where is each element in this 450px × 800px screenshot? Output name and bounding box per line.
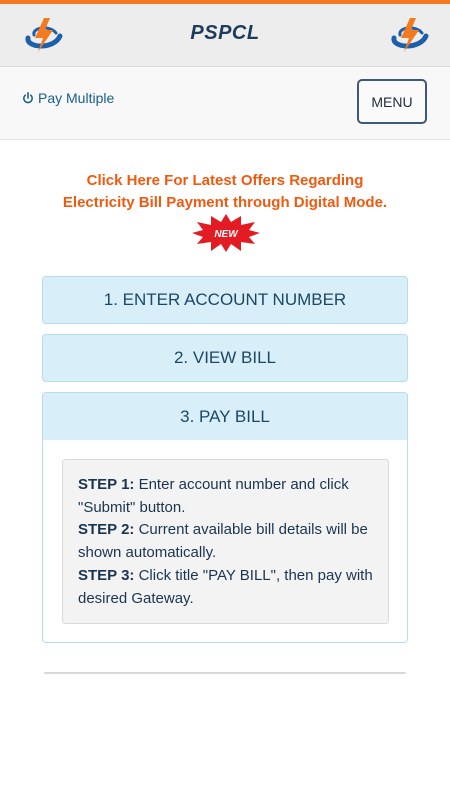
app-header <box>0 4 450 67</box>
offers-link[interactable] <box>0 170 450 214</box>
accordion-enter-account[interactable]: 1. ENTER ACCOUNT NUMBER <box>42 276 408 324</box>
new-badge-text: NEW <box>214 229 238 240</box>
brand-title: PSPCL <box>190 22 260 44</box>
step-1-label: STEP 1: <box>78 476 135 493</box>
pspcl-logo-icon <box>386 16 432 54</box>
accordion-pay-bill-panel <box>42 392 408 643</box>
power-icon <box>22 92 34 104</box>
offer-line-1: Click Here For Latest Offers Regarding <box>86 172 364 189</box>
step-3-label: STEP 3: <box>78 566 135 584</box>
action-bar <box>0 67 450 140</box>
accordion-pay-bill[interactable]: 3. PAY BILL <box>43 393 407 440</box>
offer-line-2: Electricity Bill Payment through Digital Mode. <box>62 194 388 211</box>
content-divider <box>44 672 406 674</box>
pay-multiple-label: Pay Multiple <box>38 90 115 106</box>
menu-button[interactable]: MENU <box>357 79 427 124</box>
instructions-box <box>62 459 389 624</box>
new-starburst-icon <box>191 213 261 253</box>
step-3-text: Click title "PAY BILL", then pay with desired Gateway. <box>78 566 373 607</box>
pay-multiple-link[interactable] <box>22 90 114 106</box>
accordion-view-bill[interactable]: 2. VIEW BILL <box>42 334 408 382</box>
step-2-text: Current available bill details will be shown automatically. <box>78 521 368 562</box>
step-1-text: Enter account number and click "Submit" button. <box>78 476 349 516</box>
step-2-label: STEP 2: <box>78 521 135 539</box>
